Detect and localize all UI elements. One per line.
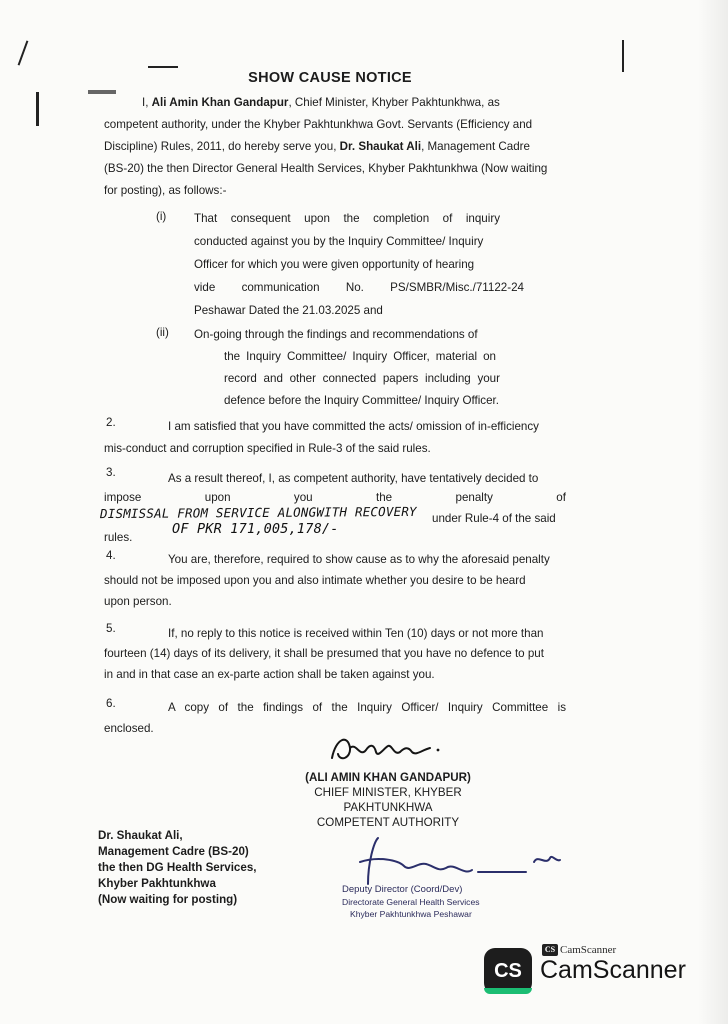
signatory-designation: CHIEF MINISTER, KHYBER PAKHTUNKHWA	[314, 786, 462, 814]
addressee-line: Khyber Pakhtunkhwa	[98, 877, 216, 890]
handwritten-penalty: DISMISSAL FROM SERVICE ALONGWITH RECOVERY	[99, 503, 417, 522]
signatory-name: (ALI AMIN KHAN GANDAPUR)	[305, 771, 471, 784]
para-4-line-1: You are, therefore, required to show cause as to why the aforesaid penalty	[168, 553, 550, 566]
item-ii-line: defence before the Inquiry Committee/ Inquiry Officer.	[224, 394, 499, 407]
official-stamp	[342, 884, 480, 920]
item-i-line: Peshawar Dated the 21.03.2025 and	[194, 304, 383, 317]
para-4-line-2: should not be imposed upon you and also intimate whether you desire to be heard	[104, 574, 526, 587]
para-5-line-2: fourteen (14) days of its delivery, it shall be presumed that you have no defence to put	[104, 647, 544, 660]
para-2-line-1: I am satisfied that you have committed the acts/ omission of in-efficiency	[168, 420, 539, 433]
chief-minister-signature	[326, 728, 446, 768]
page-edge-shadow	[698, 0, 728, 1024]
addressee-line: (Now waiting for posting)	[98, 893, 238, 906]
issuer-name: Ali Amin Khan Gandapur	[151, 96, 289, 109]
addressee-line: the then DG Health Services,	[98, 861, 257, 874]
camscanner-small-label: CS CamScanner	[542, 944, 616, 956]
para-5-number: 5.	[106, 622, 116, 635]
camscanner-logo-icon: CS	[484, 948, 532, 994]
para-3-line-4: rules.	[104, 531, 133, 544]
signatory-role: COMPETENT AUTHORITY	[316, 816, 460, 829]
item-ii-line: the Inquiry Committee/ Inquiry Officer, material on	[224, 350, 496, 363]
addressee-line: Management Cadre (BS-20)	[98, 845, 249, 858]
intro-line-2: competent authority, under the Khyber Pakhtunkhwa Govt. Servants (Efficiency and	[104, 118, 533, 131]
item-ii-number: (ii)	[156, 326, 169, 339]
para-3-line-1: As a result thereof, I, as competent authority, have tentatively decided to	[168, 472, 539, 485]
camscanner-mini-icon: CS	[542, 944, 558, 956]
para-3-line-3: under Rule-4 of the said	[432, 512, 556, 525]
notice-title: SHOW CAUSE NOTICE	[248, 70, 412, 86]
stamp-line: Khyber Pakhtunkhwa Peshawar	[350, 909, 472, 919]
stamp-line: Deputy Director (Coord/Dev)	[342, 884, 463, 895]
addressee-line: Dr. Shaukat Ali,	[98, 829, 183, 842]
recipient-name: Dr. Shaukat Ali	[339, 140, 422, 153]
para-6-line-2: enclosed.	[104, 722, 154, 735]
deputy-director-signature	[338, 832, 568, 892]
item-i-line: conducted against you by the Inquiry Committee/ Inquiry	[194, 235, 484, 248]
para-3-number: 3.	[106, 466, 116, 479]
addressee-block	[98, 828, 257, 908]
scan-mark	[622, 40, 624, 72]
intro-line-4: (BS-20) the then Director General Health Services, Khyber Pakhtunkhwa (Now waiting	[104, 162, 548, 175]
para-2-number: 2.	[106, 416, 116, 429]
para-5-line-1: If, no reply to this notice is received within Ten (10) days or not more than	[168, 627, 544, 640]
intro-line-1: I, Ali Amin Khan Gandapur, Chief Minister, Khyber Pakhtunkhwa, as	[142, 96, 500, 109]
para-2-line-2: mis-conduct and corruption specified in Rule-3 of the said rules.	[104, 442, 431, 455]
item-i-line: vide communication No. PS/SMBR/Misc./71122-24	[194, 281, 524, 294]
item-ii-line: On-going through the findings and recommendations of	[194, 328, 478, 341]
para-4-number: 4.	[106, 549, 116, 562]
para-6-line-1: A copy of the findings of the Inquiry Officer/ Inquiry Committee is	[168, 701, 566, 714]
scan-mark	[148, 66, 178, 68]
handwritten-amount: OF PKR 171,005,178/-	[172, 521, 339, 537]
para-4-line-3: upon person.	[104, 595, 172, 608]
item-i-number: (i)	[156, 210, 167, 223]
stamp-line: Directorate General Health Services	[342, 897, 480, 907]
item-i-line: Officer for which you were given opportunity of hearing	[194, 258, 475, 271]
intro-line-3: Discipline) Rules, 2011, do hereby serve you, Dr. Shaukat Ali, Management Cadre	[104, 140, 530, 153]
signatory-block	[282, 770, 494, 830]
item-i-line: That consequent upon the completion of inquiry	[194, 212, 500, 225]
para-3-line-2: impose upon you the penalty of	[104, 491, 566, 504]
camscanner-logo-stripe	[484, 988, 532, 994]
intro-line-5: for posting), as follows:-	[104, 184, 227, 197]
para-5-line-3: in and in that case an ex-parte action shall be taken against you.	[104, 668, 435, 681]
para-6-number: 6.	[106, 697, 116, 710]
scan-mark	[88, 90, 116, 94]
camscanner-brand: CamScanner	[540, 956, 686, 984]
scan-mark	[36, 92, 39, 126]
item-ii-line: record and other connected papers including your	[224, 372, 500, 385]
